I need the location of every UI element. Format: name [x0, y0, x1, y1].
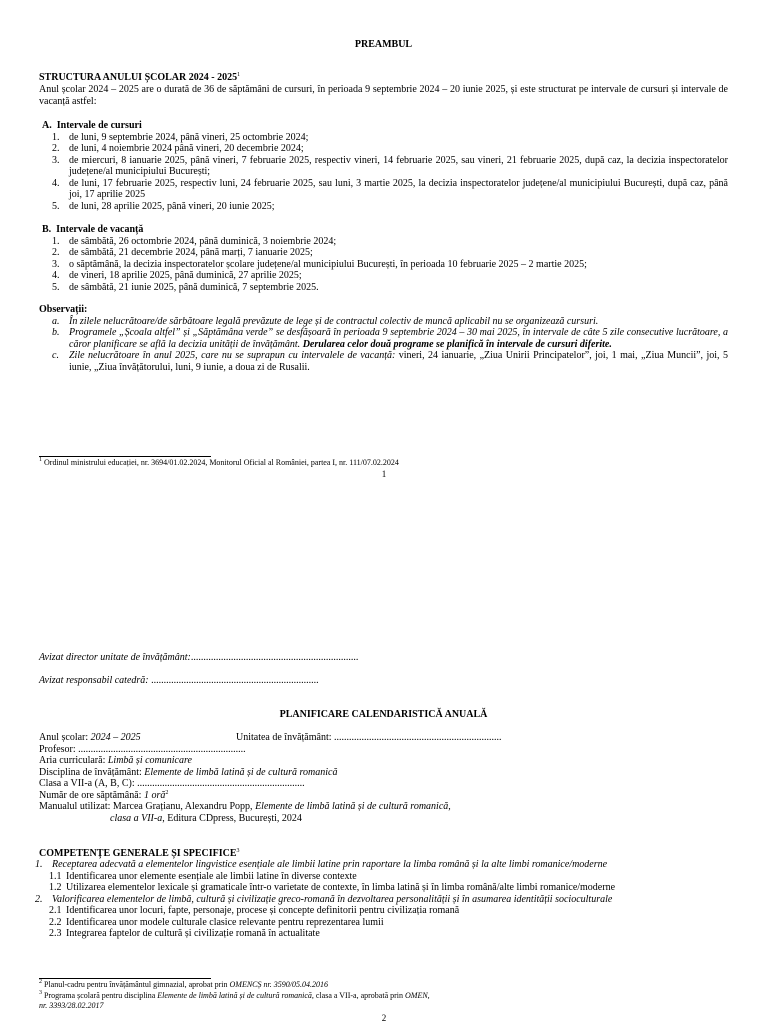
section-b-heading: B. Intervale de vacanță — [42, 224, 144, 235]
manual-row: Manualul utilizat: Marcea Grațianu, Alexandru Popp, Elemente de limbă latină și de cultură romanică, — [39, 801, 451, 812]
section-b — [39, 224, 728, 293]
competenta-specifica: 2.1 Identificarea unor locuri, fapte, personaje, procese și concepte definitorii pentru civilizația romană — [49, 905, 460, 916]
competenta-specifica: 2.3 Integrarea faptelor de cultură și civilizație romană în actualitate — [49, 928, 320, 939]
info-block — [39, 732, 728, 824]
avizat-director: Avizat director unitate de învățământ:................................................................... — [39, 652, 359, 663]
list-item: b. Programele „Școala altfel” și „Săptămâna verde” se desfășoară în perioada 9 septembrie 2024 – 30 mai 2025, în intervale de câte 5 zile consecutive lucrătoare, a căror planificare se află la decizia unității de învățământ. Derularea celor două programe se planifică în intervale de cursuri diferite. — [52, 327, 728, 350]
manual-row-2: clasa a VII-a, Editura CDpress, București, 2024 — [110, 812, 302, 824]
list-item: 4. de luni, 17 februarie 2025, respectiv luni, 24 februarie 2025, sau luni, 3 martie 2025, la decizia inspectoratelor județene/al municipiului București, după caz, până joi, 17 aprilie 2025 — [52, 177, 728, 200]
list-item: 5. de sâmbătă, 21 iunie 2025, până duminică, 7 septembrie 2025. — [52, 281, 319, 293]
page-title-preambul: PREAMBUL — [354, 39, 413, 50]
footnote-3: $^3$ Programa școlară pentru disciplina Elemente de limbă latină și de cultură romanică, clasa a VII-a, aprobată prin OMEN, nr. 3393/28.02.2017 — [39, 990, 430, 1010]
list-item: 2. de sâmbătă, 21 decembrie 2024, până marți, 7 ianuarie 2025; — [52, 247, 313, 258]
observations-heading: Observații: — [39, 304, 88, 315]
list-item: 2. de luni, 4 noiembrie 2024 până vineri, 20 decembrie 2024; — [52, 143, 304, 154]
section-a — [39, 120, 728, 212]
competenta-generala-1: 1. Receptarea adecvată a elementelor lingvistice esențiale ale limbii latine prin raportare la limba română și la alte limbi romanice/moderne — [35, 859, 608, 870]
competenta-generala-2: 2. Valorificarea elementelor de limbă, cultură și civilizație greco-romană în dezvoltarea personalității și în asumarea identității socioculturale — [35, 893, 613, 905]
list-item: c. Zile nelucrătoare în anul 2025, care nu se suprapun cu intervalele de vacanță: vineri, 24 ianuarie, „Ziua Unirii Principatelor”, joi, 1 mai, „Ziua Muncii”, joi, 5 iunie, „Ziua învățătorului, luni, 9 iunie, a doua zi de Rusalii. — [52, 350, 728, 373]
ore-row: Număr de ore săptămână: 1 oră$^2$ — [39, 789, 169, 801]
list-item: 4. de vineri, 18 aprilie 2025, până duminică, 27 aprilie 2025; — [52, 270, 302, 281]
structure-intro: Anul școlar 2024 – 2025 are o durată de 36 de săptămâni de cursuri, în perioada 9 septembrie 2024 – 20 iunie 2025, și este structurat pe intervale de cursuri și intervale de vacanță astfel: — [39, 84, 728, 107]
competente-list — [35, 859, 728, 940]
school-year-row: Anul școlar: 2024 – 2025 Unitatea de învățământ: ................................................................... — [39, 732, 502, 743]
aria-row: Aria curriculară: Limbă și comunicare — [39, 755, 192, 766]
clasa-row: Clasa a VII-a (A, B, C): ................................................................... — [39, 778, 305, 789]
observations — [39, 304, 728, 373]
section-a-heading: A. Intervale de cursuri — [42, 120, 142, 131]
footnote-rule-2 — [39, 978, 211, 979]
page-number-1: 1 — [381, 469, 387, 479]
page-title-planificare: PLANIFICARE CALENDARISTICĂ ANUALĂ — [279, 709, 488, 720]
page-number-2: 2 — [381, 1013, 387, 1023]
footnote-1: $^1$ Ordinul ministrului educației, nr. 3694/01.02.2024, Monitorul Oficial al României, partea I, nr. 111/07.02.2024 — [39, 457, 399, 467]
competenta-specifica: 1.2 Utilizarea elementelor lexicale și gramaticale într-o varietate de contexte, în limba latină și în limba română/alte limbi romanice/moderne — [49, 882, 616, 893]
avizat-responsabil: Avizat responsabil catedră: ................................................................... — [39, 675, 319, 686]
competenta-specifica: 2.2 Identificarea unor modele culturale clasice relevante pentru reprezentarea lumii — [49, 916, 384, 928]
course-intervals-list — [39, 132, 728, 213]
competenta-specifica: 1.1 Identificarea unor elemente esențiale ale limbii latine în diverse contexte — [49, 870, 357, 882]
footnote-2: $^2$ Planul-cadru pentru învățământul gimnazial, aprobat prin OMENCȘ nr. 3590/05.04.2016 — [39, 979, 328, 989]
list-item: 1. de sâmbătă, 26 octombrie 2024, până duminică, 3 noiembrie 2024; — [52, 235, 337, 247]
list-item: a. În zilele nelucrătoare/de sărbătoare legală prevăzute de lege și de contractul colectiv de muncă aplicabil nu se organizează cursuri. — [52, 315, 599, 327]
observations-list — [39, 316, 728, 374]
list-item: 3. de miercuri, 8 ianuarie 2025, până vineri, 7 februarie 2025, respectiv vineri, 14 februarie 2025, sau vineri, 21 februarie 2025, după caz, la decizia inspectoratelor județene/al municipiului București; — [52, 154, 728, 177]
structure-heading: STRUCTURA ANULUI ȘCOLAR 2024 - 2025$^1$ — [39, 72, 241, 83]
list-item: 5. de luni, 28 aprilie 2025, până vineri, 20 iunie 2025; — [52, 200, 275, 212]
disciplina-row: Disciplina de învățământ: Elemente de limbă latină și de cultură romanică — [39, 766, 338, 778]
list-item: 1. de luni, 9 septembrie 2024, până vineri, 25 octombrie 2024; — [52, 131, 309, 143]
list-item: 3. o săptămână, la decizia inspectoratelor școlare județene/al municipiului București, în perioada 10 februarie 2025 – 2 martie 2025; — [52, 258, 587, 270]
profesor-row: Profesor: ................................................................... — [39, 743, 246, 755]
vacation-intervals-list — [39, 236, 728, 294]
footnote-rule — [39, 456, 211, 457]
competente-heading: COMPETENȚE GENERALE ȘI SPECIFICE$^3$ — [39, 848, 240, 859]
